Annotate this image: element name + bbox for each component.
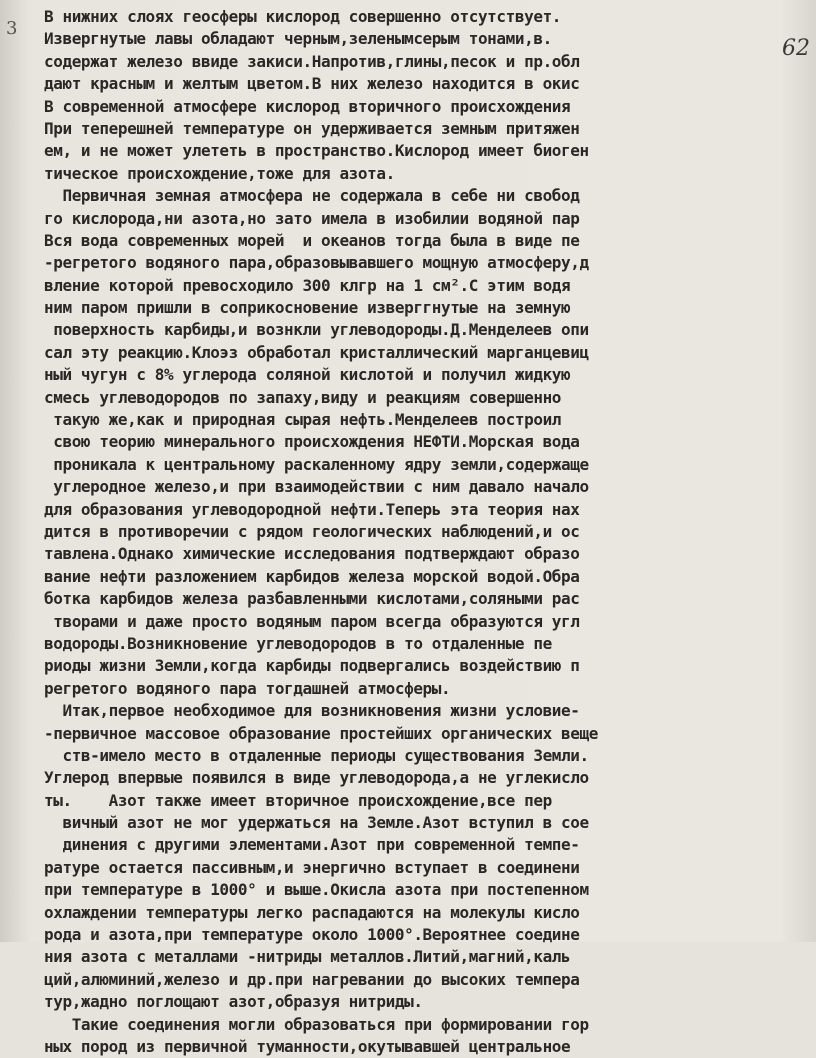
text-line: проникала к центральному раскаленному ядру земли,содержаще bbox=[44, 454, 589, 474]
text-line: ботка карбидов железа разбавленными кислотами,соляными рас bbox=[44, 589, 580, 609]
text-line: Первичная земная атмосфера не содержала в себе ни свобод bbox=[44, 186, 580, 206]
text-line: дится в противоречии с рядом геологических наблюдений,и ос bbox=[44, 521, 580, 541]
text-line: для образования углеводородной нефти.Теперь эта теория нах bbox=[44, 499, 580, 519]
text-line: смесь углеводородов по запаху,виду и реакциям совершенно bbox=[44, 387, 562, 407]
text-line: вление которой превосходило 300 клгр на 1 см².С этим водя bbox=[44, 275, 571, 295]
text-line: сал эту реакцию.Клоэз обработал кристаллический марганцевиц bbox=[44, 342, 589, 362]
text-line: вание нефти разложением карбидов железа морской водой.Обра bbox=[44, 566, 580, 586]
text-line: рода и азота,при температуре около 1000°.Вероятнее соедине bbox=[44, 925, 580, 945]
text-line: водороды.Возникновение углеводородов в то отдаленные пе bbox=[44, 633, 552, 653]
text-line: риоды жизни Земли,когда карбиды подвергались воздействию п bbox=[44, 656, 580, 676]
page-number: 62 bbox=[782, 36, 810, 61]
text-line: творами и даже просто водяным паром всегда образуются угл bbox=[44, 611, 580, 631]
text-line: Такие соединения могли образоваться при формировании гор bbox=[44, 1014, 589, 1034]
text-line: ств-имело место в отдаленные периоды существования Земли. bbox=[44, 745, 589, 765]
text-line: тическое происхождение,тоже для азота. bbox=[44, 163, 395, 183]
text-line: охлаждении температуры легко распадаются на молекулы кисло bbox=[44, 902, 580, 922]
text-line: ный чугун с 8% углерода соляной кислотой и получил жидкую bbox=[44, 365, 571, 385]
text-line: тур,жадно поглощают азот,образуя нитриды. bbox=[44, 992, 423, 1012]
text-line: углеродное железо,и при взаимодействии с ним давало начало bbox=[44, 477, 589, 497]
margin-mark: 3 bbox=[6, 18, 18, 39]
text-line: регретого водяного пара тогдашней атмосферы. bbox=[44, 678, 451, 698]
text-line: ем, и не может улететь в пространство.Кислород имеет биоген bbox=[44, 141, 589, 161]
page-body-text bbox=[44, 6, 816, 1058]
text-line: В нижних слоях геосферы кислород совершенно отсутствует. bbox=[44, 7, 562, 26]
text-line: Вся вода современных морей и океанов тогда была в виде пе bbox=[44, 230, 580, 250]
text-line: Итак,первое необходимое для возникновения жизни условие- bbox=[44, 701, 580, 721]
text-line: -регретого водяного пара,образовывавшего мощную атмосферу,д bbox=[44, 253, 589, 273]
text-line: ним паром пришли в соприкосновение изверггнутые на земную bbox=[44, 298, 571, 318]
text-line: -первичное массовое образование простейших органических веще bbox=[44, 723, 598, 743]
text-line: при температуре в 1000° и выше.Окисла азота при постепенном bbox=[44, 880, 589, 900]
text-line: ты. Азот также имеет вторичное происхождение,все пер bbox=[44, 790, 552, 810]
text-line: При теперешней температуре он удерживается земным притяжен bbox=[44, 118, 580, 138]
text-line: Извергнутые лавы обладают черным,зеленымсерым тонами,в. bbox=[44, 29, 552, 49]
text-line: В современной атмосфере кислород вторичного происхождения bbox=[44, 96, 571, 116]
text-line: содержат железо ввиде закиси.Напротив,глины,песок и пр.обл bbox=[44, 51, 580, 71]
text-line: ных пород из первичной туманности,окутывавшей центральное bbox=[44, 1036, 571, 1056]
text-line: Углерод впервые появился в виде углеводорода,а не углекисло bbox=[44, 768, 589, 788]
text-line: ций,алюминий,железо и др.при нагревании до высоких темпера bbox=[44, 969, 580, 989]
text-line: такую же,как и природная сырая нефть.Менделеев построил bbox=[44, 410, 562, 430]
text-line: динения с другими элементами.Азот при современной темпе- bbox=[44, 835, 580, 855]
text-line: ния азота с металлами -нитриды металлов.Литий,магний,каль bbox=[44, 947, 571, 967]
text-line: тавлена.Однако химические исследования подтверждают образо bbox=[44, 544, 580, 564]
text-line: вичный азот не мог удержаться на Земле.Азот вступил в сое bbox=[44, 813, 589, 833]
text-line: дают красным и желтым цветом.В них железо находится в окис bbox=[44, 74, 580, 94]
text-line: поверхность карбиды,и вознкли углеводороды.Д.Менделеев опи bbox=[44, 320, 589, 340]
text-line: го кислорода,ни азота,но зато имела в изобилии водяной пар bbox=[44, 208, 580, 228]
text-line: свою теорию минерального происхождения НЕФТИ.Морская вода bbox=[44, 432, 580, 452]
text-line: ратуре остается пассивным,и энергично вступает в соединени bbox=[44, 857, 580, 877]
